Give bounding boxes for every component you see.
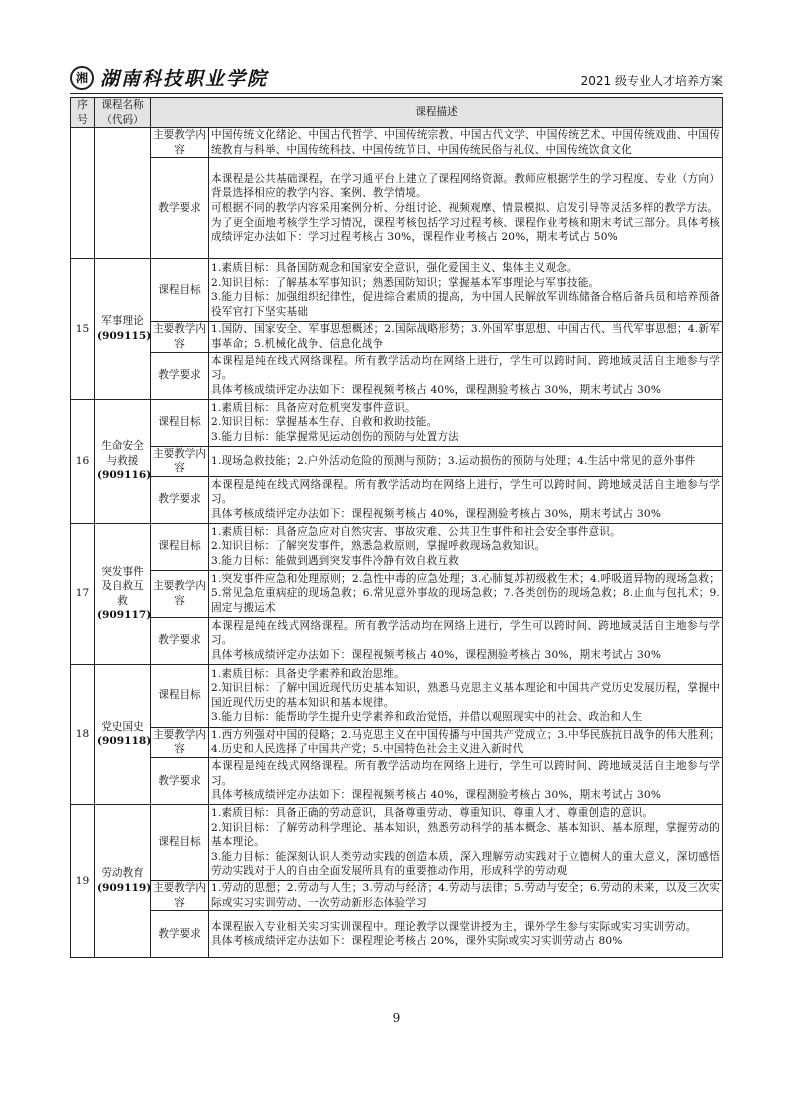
goal-label: 课程目标	[151, 664, 209, 727]
desc-line: 本课程是纯在线式网络课程。所有教学活动均在网络上进行，学生可以跨时间、跨地域灵活自主地参与学习。	[211, 354, 720, 382]
page-header	[70, 64, 723, 92]
desc-line: 3.能力目标：能帮助学生提升史学素养和政治觉悟，并借以观照现实中的社会、政治和人生	[211, 711, 643, 724]
goal-label: 课程目标	[151, 259, 209, 322]
course-number: 15	[71, 259, 95, 399]
table-row	[71, 523, 723, 570]
req-desc	[209, 617, 723, 664]
school-logo	[70, 64, 268, 91]
desc-line: 1.素质目标：具备应急应对自然灾害、事故灾难、公共卫生事件和社会安全事件意识。	[211, 525, 621, 538]
school-name: 湖南科技职业学院	[100, 68, 269, 90]
goal-label: 课程目标	[151, 399, 209, 446]
req-label: 教学要求	[151, 158, 209, 259]
course-code: (909116)	[97, 469, 152, 482]
course-name	[95, 399, 151, 523]
desc-line: 1.素质目标：具备国防观念和国家安全意识，强化爱国主义、集体主义观念。	[211, 262, 578, 275]
table-row	[71, 476, 723, 523]
content-desc: 1.现场急救技能；2.户外活动危险的预测与预防；3.运动损伤的预防与处理；4.生活中常见的意外事件	[209, 446, 723, 476]
course-title: 生命安全与救援	[101, 440, 144, 467]
desc-line: 本课程是纯在线式网络课程。所有教学活动均在网络上进行，学生可以跨时间、跨地域灵活自主地参与学习。	[211, 760, 720, 787]
desc-line: 2.知识目标：了解劳动科学理论、基本知识，熟悉劳动科学的基本概念、基本知识、基本原理，掌握劳动的基本理论。	[211, 821, 720, 849]
req-desc	[209, 757, 723, 804]
goal-desc	[209, 259, 723, 322]
table-row	[71, 617, 723, 664]
desc-line: 3.能力目标：能掌握常见运动创伤的预防与处置方法	[211, 430, 459, 443]
content-desc: 中国传统文化绪论、中国古代哲学、中国传统宗教、中国古代文学、中国传统艺术、中国传统戏曲、中国传统教育与科举、中国传统科技、中国传统节日、中国传统民俗与礼仪、中国传统饮食文化	[209, 128, 723, 158]
desc-line: 本课程是纯在线式网络课程。所有教学活动均在网络上进行，学生可以跨时间、跨地域灵活自主地参与学习。	[211, 478, 720, 506]
course-number: 17	[71, 523, 95, 664]
desc-line: 2.知识目标：了解基本军事知识；熟悉国防知识；掌握基本军事理论与军事技能。	[211, 276, 600, 289]
header-no: 序号	[71, 98, 95, 128]
goal-label: 课程目标	[151, 523, 209, 570]
course-table	[70, 97, 723, 958]
desc-line: 3.能力目标：加强组织纪律性，促进综合素质的提高，为中国人民解放军训练储备合格后备兵员和培养预备役军官打下坚实基础	[211, 291, 720, 318]
page-number: 9	[392, 1011, 401, 1025]
req-desc	[209, 476, 723, 523]
content-desc: 1.劳动的思想；2.劳动与人生；3.劳动与经济；4.劳动与法律；5.劳动与安全；6.劳动的未来，以及三次实际或实习实训劳动、一次劳动新形态体验学习	[209, 880, 723, 910]
req-label: 教学要求	[151, 352, 209, 399]
req-label: 教学要求	[151, 757, 209, 804]
goal-label: 课程目标	[151, 804, 209, 880]
content-label: 主要教学内容	[151, 322, 209, 352]
content-label: 主要教学内容	[151, 128, 209, 158]
table-row	[71, 128, 723, 158]
course-title: 突发事件及自救互救	[101, 565, 144, 607]
table-row	[71, 757, 723, 804]
req-desc	[209, 911, 723, 958]
cell-no-empty	[71, 128, 95, 259]
plan-title: 2021 级专业人才培养方案	[580, 74, 723, 88]
course-name	[95, 523, 151, 664]
goal-desc	[209, 399, 723, 446]
course-code: (909115)	[97, 329, 152, 342]
header-desc: 课程描述	[151, 98, 723, 128]
req-label: 教学要求	[151, 617, 209, 664]
desc-line: 3.能力目标：能深刻认识人类劳动实践的创造本质，深入理解劳动实践对于立德树人的重大意义，深切感悟劳动实践对于人的自由全面发展所具有的重要推动作用，形成科学的劳动观	[211, 850, 720, 878]
course-code: (909117)	[97, 609, 152, 622]
course-title: 党史国史	[101, 720, 144, 733]
table-row	[71, 727, 723, 757]
course-name	[95, 804, 151, 957]
req-desc	[209, 352, 723, 399]
table-row	[71, 259, 723, 322]
desc-line: 2.知识目标：了解中国近现代历史基本知识，熟悉马克思主义基本理论和中国共产党历史发展历程，掌握中国近现代历史的基本知识和基本规律。	[211, 682, 720, 709]
desc-line: 2.知识目标：了解突发事件，熟悉急救原则，掌握呼救现场急救知识。	[211, 540, 546, 553]
course-title: 劳动教育	[101, 867, 144, 880]
school-seal-icon: 湘	[70, 66, 94, 90]
desc-line: 本课程嵌入专业相关实习实训课程中。理论教学以课堂讲授为主，课外学生参与实际或实习实训劳动。	[211, 920, 697, 933]
content-label: 主要教学内容	[151, 880, 209, 910]
table-header-row	[71, 98, 723, 128]
course-number: 19	[71, 804, 95, 957]
desc-line: 具体考核成绩评定办法如下：课程理论考核占 20%，课外实际或实习实训劳动占 80%	[211, 935, 623, 948]
desc-line: 本课程是纯在线式网络课程。所有教学活动均在网络上进行，学生可以跨时间、跨地域灵活自主地参与学习。	[211, 619, 720, 647]
content-desc: 1.西方列强对中国的侵略；2.马克思主义在中国传播与中国共产党成立；3.中华民族抗日战争的伟大胜利；4.历史和人民选择了中国共产党；5.中国特色社会主义进入新时代	[209, 727, 723, 757]
content-desc: 1.突发事件应急和处理原则；2.急性中毒的应急处理；3.心肺复苏初级救生术；4.呼吸道异物的现场急救；5.常见急危重病症的现场急救；6.常见意外事故的现场急救；7.各类创伤的现场急救；8.止血与包扎术；9.固定与搬运术	[209, 570, 723, 617]
desc-line: 1.素质目标：具备正确的劳动意识，具备尊重劳动、尊重知识、尊重人才、尊重创造的意识。	[211, 806, 654, 819]
goal-desc	[209, 523, 723, 570]
course-number: 18	[71, 664, 95, 804]
desc-line: 具体考核成绩评定办法如下：课程视频考核占 40%，课程测验考核占 30%，期末考试占 30%	[211, 383, 662, 396]
req-desc	[209, 158, 723, 259]
header-divider	[70, 93, 723, 94]
table-row	[71, 158, 723, 259]
table-row	[71, 570, 723, 617]
content-label: 主要教学内容	[151, 727, 209, 757]
header-name: 课程名称（代码）	[95, 98, 151, 128]
desc-line: 1.素质目标：具备史学素养和政治思维。	[211, 667, 405, 680]
table-row	[71, 399, 723, 446]
goal-desc	[209, 664, 723, 727]
course-code: (909119)	[97, 882, 152, 895]
desc-line: 具体考核成绩评定办法如下：课程视频考核占 40%，课程测验考核占 30%，期末考试占 30%	[211, 508, 662, 521]
goal-desc	[209, 804, 723, 880]
desc-line: 本课程是公共基础课程，在学习通平台上建立了课程网络资源。教师应根据学生的学习程度、专业（方向）背景选择相应的教学内容、案例、教学情境。	[211, 172, 720, 200]
course-title: 军事理论	[101, 315, 144, 328]
table-row	[71, 664, 723, 727]
desc-line: 1.素质目标：具备应对危机突发事件意识。	[211, 401, 416, 414]
req-label: 教学要求	[151, 476, 209, 523]
req-label: 教学要求	[151, 911, 209, 958]
cell-name-empty	[95, 128, 151, 259]
table-row	[71, 322, 723, 352]
table-row	[71, 352, 723, 399]
desc-line: 2.知识目标：掌握基本生存、自救和救助技能。	[211, 416, 438, 429]
course-name	[95, 664, 151, 804]
content-desc: 1.国防、国家安全、军事思想概述；2.国际战略形势；3.外国军事思想、中国古代、当代军事思想；4.新军事革命；5.机械化战争、信息化战争	[209, 322, 723, 352]
content-label: 主要教学内容	[151, 570, 209, 617]
course-code: (909118)	[97, 735, 152, 748]
desc-line: 具体考核成绩评定办法如下：课程视频考核占 40%，课程测验考核占 30%，期末考试占 30%	[211, 789, 662, 802]
desc-line: 具体考核成绩评定办法如下：课程视频考核占 40%，课程测验考核占 30%，期末考试占 30%	[211, 649, 662, 662]
desc-line: 为了更全面地考核学生学习情况，课程考核包括学习过程考核、课程作业考核和期末考试三部分。具体考核成绩评定办法如下：学习过程考核占 30%，课程作业考核占 20%，期末考试占 50%	[211, 216, 720, 244]
table-row	[71, 911, 723, 958]
desc-line: 3.能力目标：能做到遇到突发事件冷静有效自救互救	[211, 555, 459, 568]
table-row	[71, 880, 723, 910]
course-name	[95, 259, 151, 399]
desc-line: 可根据不同的教学内容采用案例分析、分组讨论、视频观摩、情景模拟、启发引导等灵活多样的教学方法。	[211, 202, 719, 215]
table-row	[71, 804, 723, 880]
course-number: 16	[71, 399, 95, 523]
table-row	[71, 446, 723, 476]
content-label: 主要教学内容	[151, 446, 209, 476]
